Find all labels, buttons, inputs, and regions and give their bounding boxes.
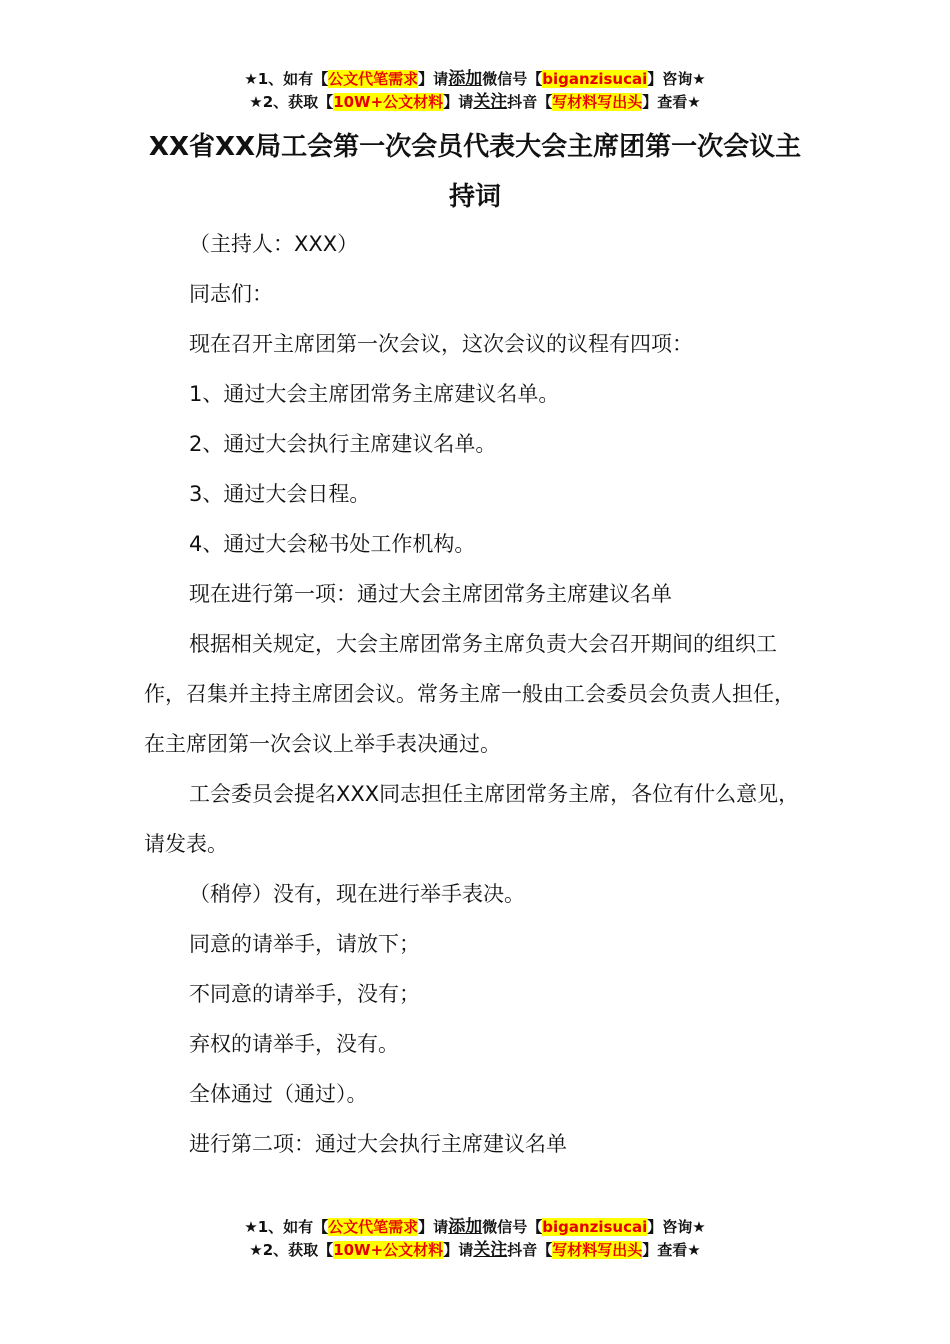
highlight-materials: 10W+公文材料 [333, 93, 444, 111]
footer-banner [0, 1216, 950, 1262]
agenda-item-4: 4、通过大会秘书处工作机构。 [189, 532, 476, 556]
paragraph-pause: （稍停）没有，现在进行举手表决。 [189, 882, 525, 906]
footer-banner-line-1: ★1、如有【公文代笔需求】请添加微信号【biganzisucai】咨询★ [244, 1217, 706, 1237]
document-title: XX省XX局工会第一次会员代表大会主席团第一次会议主持词 [148, 132, 802, 212]
paragraph-greeting: 同志们： [189, 282, 273, 306]
paragraph-disagree: 不同意的请举手，没有； [189, 982, 420, 1006]
underlined-follow: 关注 [473, 92, 508, 112]
footer-banner-line-2: ★2、获取【10W+公文材料】请关注抖音【写材料写出头】查看★ [249, 1240, 701, 1260]
footer-underlined-follow: 关注 [473, 1240, 508, 1260]
agenda-item-2: 2、通过大会执行主席建议名单。 [189, 432, 497, 456]
paragraph-passed: 全体通过（通过）。 [189, 1082, 368, 1106]
paragraph-agenda-intro: 现在召开主席团第一次会议，这次会议的议程有四项： [189, 332, 693, 356]
paragraph-first-item: 现在进行第一项：通过大会主席团常务主席建议名单 [189, 582, 672, 606]
agenda-item-3: 3、通过大会日程。 [189, 482, 371, 506]
paragraph-second-item: 进行第二项：通过大会执行主席建议名单 [189, 1132, 567, 1156]
banner-line-1: ★1、如有【公文代笔需求】请添加微信号【biganzisucai】咨询★ [244, 69, 706, 89]
paragraph-abstain: 弃权的请举手，没有。 [189, 1032, 399, 1056]
footer-highlight-materials: 10W+公文材料 [333, 1241, 444, 1259]
highlight-wechat-id: biganzisucai [542, 70, 648, 88]
banner-line-2: ★2、获取【10W+公文材料】请关注抖音【写材料写出头】查看★ [249, 92, 701, 112]
footer-highlight-ghostwriting: 公文代笔需求 [328, 1218, 419, 1236]
paragraph-agree: 同意的请举手，请放下； [189, 932, 420, 956]
agenda-item-1: 1、通过大会主席团常务主席建议名单。 [189, 382, 560, 406]
footer-highlight-wechat-id: biganzisucai [542, 1218, 648, 1236]
highlight-douyin-account: 写材料写出头 [552, 93, 643, 111]
footer-highlight-douyin-account: 写材料写出头 [552, 1241, 643, 1259]
paragraph-host: （主持人：XXX） [189, 232, 359, 256]
paragraph-nomination: 工会委员会提名XXX同志担任主席团常务主席，各位有什么意见，请发表。 [144, 782, 800, 856]
footer-underlined-add: 添加 [448, 1217, 483, 1237]
highlight-ghostwriting: 公文代笔需求 [328, 70, 419, 88]
underlined-add: 添加 [448, 69, 483, 89]
paragraph-regulation: 根据相关规定，大会主席团常务主席负责大会召开期间的组织工作，召集并主持主席团会议。常务主席一般由工会委员会负责人担任，在主席团第一次会议上举手表决通过。 [144, 632, 795, 756]
document-body [144, 219, 806, 1169]
header-banner [0, 68, 950, 114]
